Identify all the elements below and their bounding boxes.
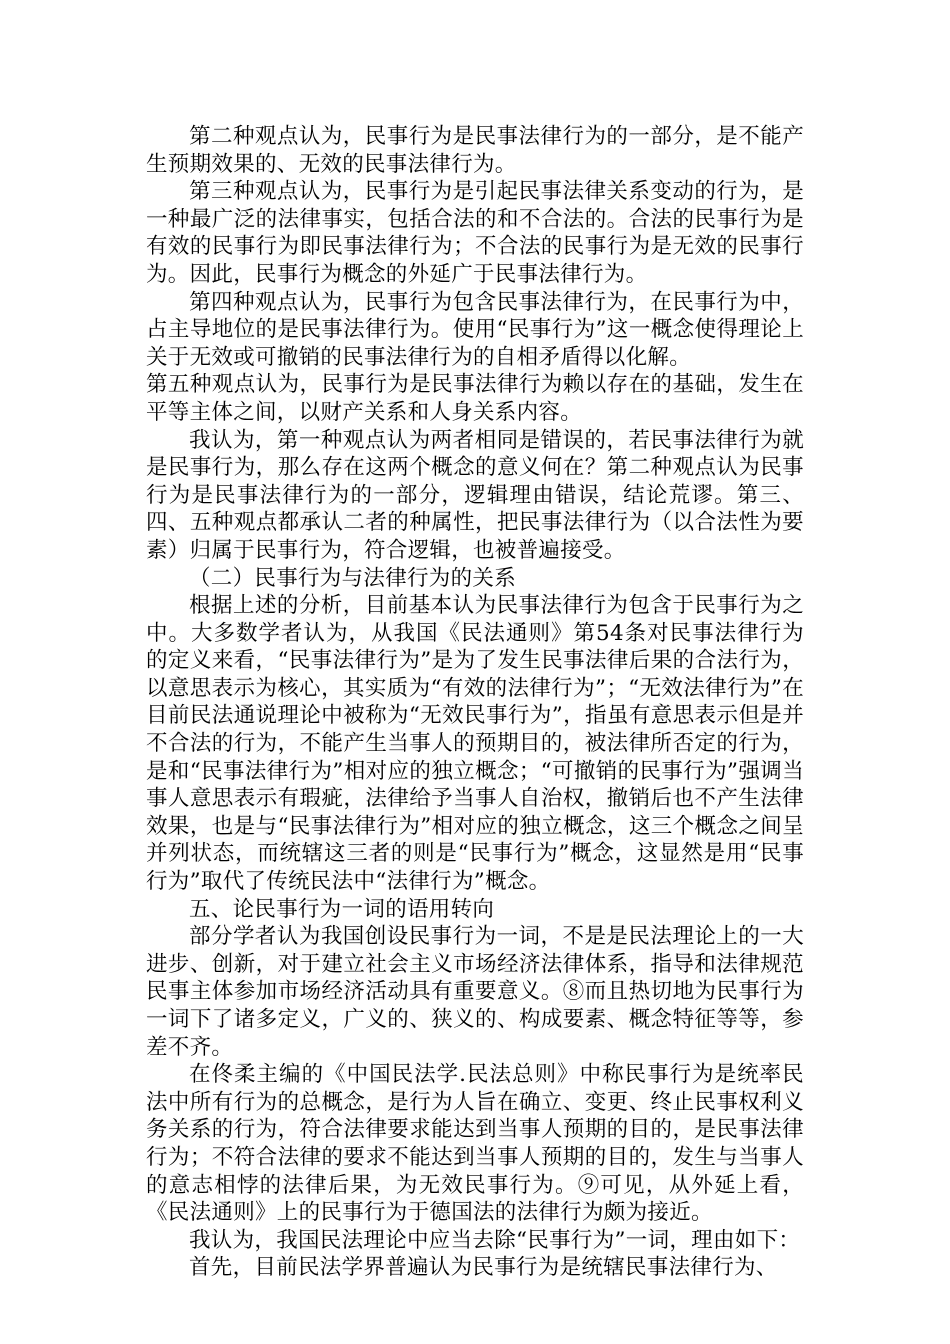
section-heading-2: （二）民事行为与法律行为的关系 [189, 565, 517, 591]
paragraph-7: 根据上述的分析，目前基本认为民事法律行为包含于民事行为之中。大多数学者认为，从我国《民法通则》第54条对民事法律行为的定义来看，“民事法律行为”是为了发生民事法律后果的合法行为，以意思表示为核心，其实质为“有效的法律行为”；“无效法律行为”在目前民法通说理论中被称为“无效民事行为”，指虽有意思表示但是并不合法的行为，不能产生当事人的预期目的，被法律所否定的行为，是和“民事法律行为”相对应的独立概念；“可撤销的民事行为”强调当事人意思表示有瑕疵，法律给予当事人自治权，撤销后也不产生法律效果，也是与“民事法律行为”相对应的独立概念，这三个概念之间呈并列状态，而统辖这三者的则是“民事行为”概念，这显然是用“民事行为”取代了传统民法中“法律行为”概念。 [146, 593, 804, 895]
paragraph-4: 第五种观点认为，民事行为是民事法律行为赖以存在的基础，发生在平等主体之间，以财产关系和人身关系内容。 [146, 372, 804, 425]
paragraph-12: 首先，目前民法学界普遍认为民事行为是统辖民事法律行为、 [189, 1255, 778, 1281]
paragraph-1: 第二种观点认为，民事行为是民事法律行为的一部分，是不能产生预期效果的、无效的民事法律行为。 [146, 124, 804, 177]
paragraph-9: 部分学者认为我国创设民事行为一词，不是是民法理论上的一大进步、创新，对于建立社会主义市场经济法律体系，指导和法律规范民事主体参加市场经济活动具有重要意义。⑧而且热切地为民事行为一词下了诸多定义，广义的、狭义的、构成要素、概念特征等等，参差不齐。 [146, 924, 804, 1060]
section-heading-5: 五、论民事行为一词的语用转向 [189, 896, 495, 922]
paragraph-11: 我认为，我国民法理论中应当去除“民事行为”一词，理由如下： [189, 1227, 801, 1253]
document-page [146, 123, 804, 1282]
paragraph-2: 第三种观点认为，民事行为是引起民事法律关系变动的行为，是一种最广泛的法律事实，包括合法的和不合法的。合法的民事行为是有效的民事行为即民事法律行为；不合法的民事行为是无效的民事行为。因此，民事行为概念的外延广于民事法律行为。 [146, 179, 804, 287]
paragraph-5: 我认为，第一种观点认为两者相同是错误的，若民事法律行为就是民事行为，那么存在这两个概念的意义何在？第二种观点认为民事行为是民事法律行为的一部分，逻辑理由错误，结论荒谬。第三、四、五种观点都承认二者的种属性，把民事法律行为（以合法性为要素）归属于民事行为，符合逻辑，也被普遍接受。 [146, 427, 804, 563]
paragraph-10: 在佟柔主编的《中国民法学.民法总则》中称民事行为是统率民法中所有行为的总概念，是行为人旨在确立、变更、终止民事权利义务关系的行为，符合法律要求能达到当事人预期的目的，是民事法律行为；不符合法律的要求不能达到当事人预期的目的，发生与当事人的意志相悖的法律后果，为无效民事行为。⑨可见，从外延上看，《民法通则》上的民事行为于德国法的法律行为颇为接近。 [146, 1062, 804, 1226]
paragraph-3: 第四种观点认为，民事行为包含民事法律行为，在民事行为中，占主导地位的是民事法律行为。使用“民事行为”这一概念使得理论上关于无效或可撤销的民事法律行为的自相矛盾得以化解。 [146, 289, 804, 370]
